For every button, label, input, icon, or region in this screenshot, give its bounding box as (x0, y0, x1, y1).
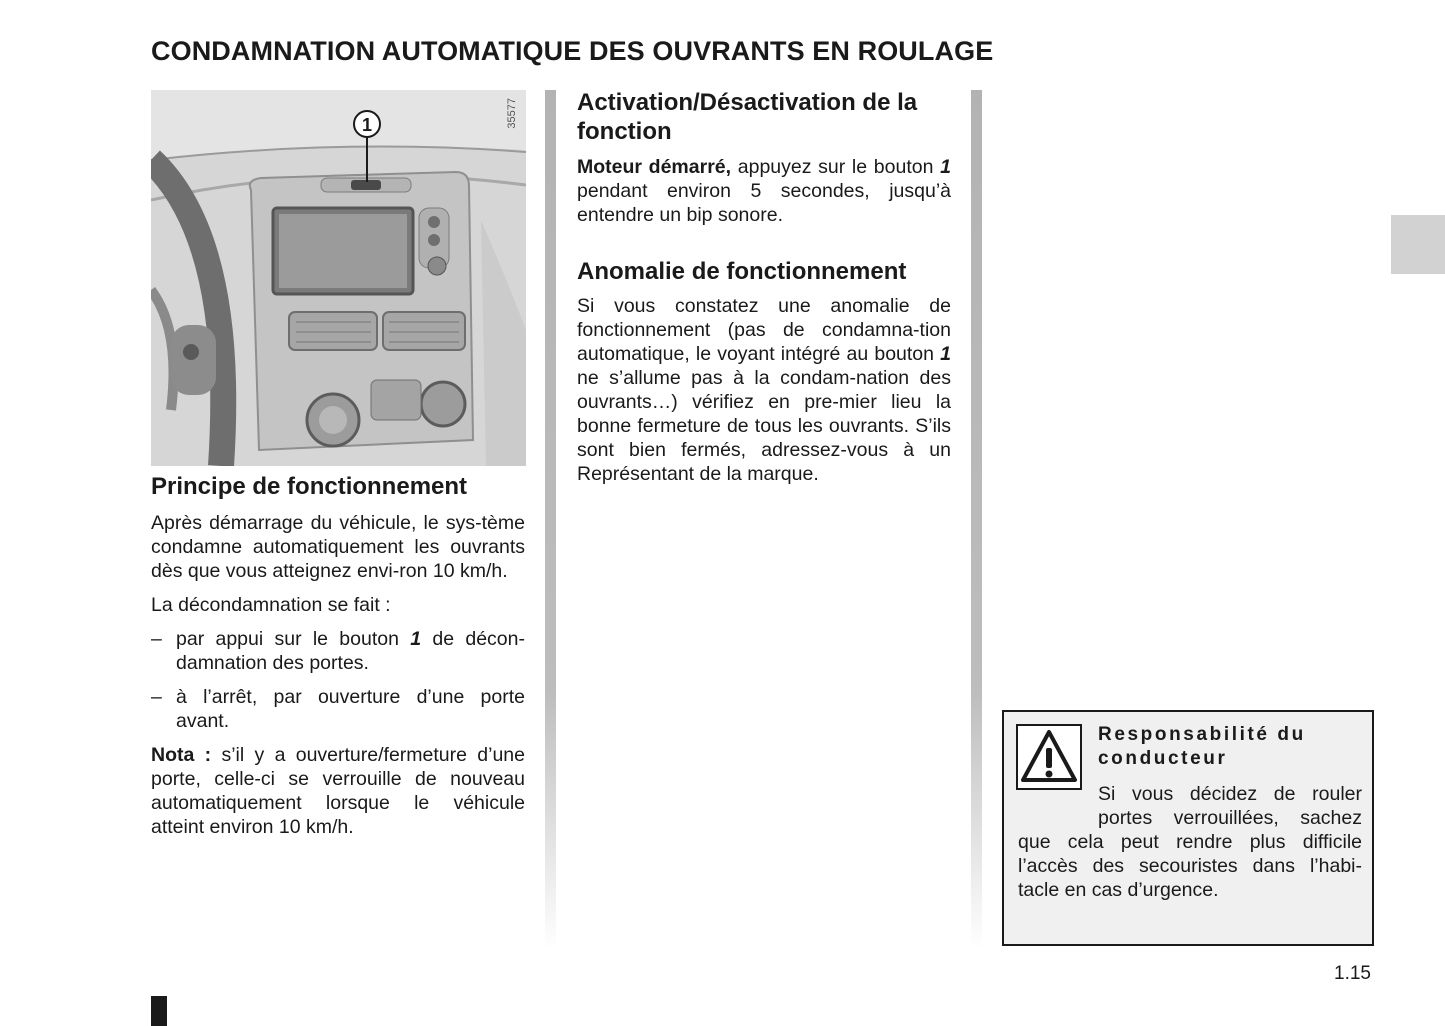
anomaly-paragraph: Si vous constatez une anomalie de fonctionnement (pas de condamna-tion automatique, le voyant intégré au bouton 1 ne s’allume pas à la condam-nation des ouvrants…) vérifiez en pre-mier lieu la bonne fermeture de tous les ouvrants. S’ils sont bien fermés, adressez-vous à un Représentant de la marque. (577, 295, 951, 485)
note-label: Nota : (151, 744, 212, 766)
warning-icon-frame (1016, 724, 1082, 790)
principle-heading: Principe de fonctionnement (151, 473, 468, 500)
list-item: – à l’arrêt, par ouverture d’une porte avant. (151, 686, 525, 732)
dashboard-illustration (151, 90, 526, 466)
warning-triangle-icon (1018, 726, 1080, 788)
warning-title: Responsabilité du conducteur (1098, 724, 1306, 769)
anomaly-heading: Anomalie de fonctionnement (577, 258, 907, 285)
column-divider (971, 90, 982, 950)
activation-lead: Moteur démarré, (577, 156, 732, 178)
edge-marker (151, 996, 167, 1026)
callout-label: 1 (361, 115, 373, 135)
warning-text: Si vous décidez de rouler portes verrouillées, sachez que cela peut rendre plus difficile l’accès des secouristes dans l’habi-tacle en cas d’urgence. (1018, 783, 1362, 901)
middle-column (577, 88, 951, 486)
warning-box (1002, 710, 1374, 946)
list-item: – par appui sur le bouton 1 de décon-damnation des portes. (151, 628, 525, 674)
figure-number: 35577 (506, 98, 518, 129)
column-divider (545, 90, 556, 950)
unlock-list (151, 627, 525, 733)
left-column (151, 472, 525, 839)
activation-heading: Activation/Désactivation de la fonction (577, 89, 918, 145)
page-number: 1.15 (1334, 963, 1371, 984)
principle-paragraph: Après démarrage du véhicule, le sys-tème condamne automatiquement les ouvrants dès que vous atteignez envi-ron 10 km/h. (151, 512, 525, 582)
page-title: CONDAMNATION AUTOMATIQUE DES OUVRANTS EN ROULAGE (151, 36, 994, 66)
note-paragraph: Nota : s’il y a ouverture/fermeture d’une porte, celle-ci se verrouille de nouveau automatiquement lorsque le véhicule atteint environ 10 km/h. (151, 744, 525, 838)
unlock-intro: La décondamnation se fait : (151, 594, 391, 616)
dashboard-drawing (151, 90, 526, 466)
chapter-tab (1391, 215, 1445, 274)
activation-paragraph: Moteur démarré, appuyez sur le bouton 1 pendant environ 5 secondes, jusqu’à entendre un bip sonore. (577, 156, 951, 226)
